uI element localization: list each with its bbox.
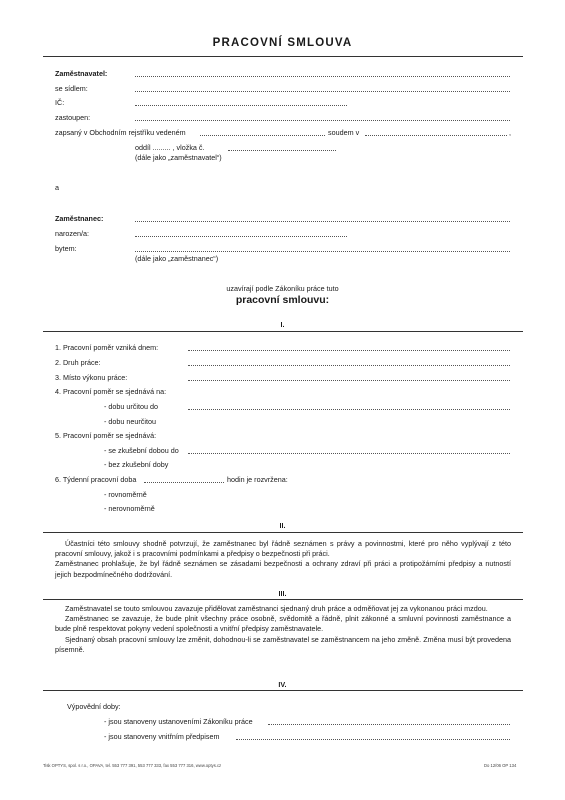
employee-referred-as: (dále jako „zaměstnanec“) — [135, 254, 219, 263]
section-4-numeral: IV. — [278, 680, 287, 689]
section-2-paragraph-2: Zaměstnanec prohlašuje, že byl řádně seznámen se zásadami bezpečnosti a ochrany zdraví při práci a protipožárními předpisy a nutností jejich bezpodmínečného dodržování. — [55, 559, 511, 579]
register-label: zapsaný v Obchodním rejstříku vedeném — [55, 128, 186, 137]
section-4-rule — [43, 690, 523, 691]
indefinite-term-option[interactable]: - dobu neurčitou — [104, 417, 156, 426]
form-code-footer: Do 12/06 OP 134 — [484, 763, 517, 768]
fixed-term-option[interactable]: - dobu určitou do — [104, 402, 158, 411]
section-3-rule — [43, 599, 523, 600]
represented-label: zastoupen: — [55, 113, 91, 122]
and-label: a — [55, 183, 59, 192]
born-field[interactable] — [135, 236, 347, 237]
document-title: PRACOVNÍ SMLOUVA — [212, 37, 353, 49]
printer-footer: Tisk OPTYS, spol. s r.o., OPAVA, tel. 553 777 391, 553 777 333, fax 553 777 316, www.optys.cz — [43, 763, 222, 768]
section-2-numeral: II. — [279, 521, 286, 530]
top-rule — [43, 56, 523, 57]
item-5-label: 5. Pracovní poměr se sjednává: — [55, 431, 157, 440]
employer-label: Zaměstnavatel: — [55, 69, 108, 78]
section-3-numeral: III. — [278, 589, 287, 598]
residence-field[interactable] — [135, 251, 510, 252]
probation-date-field[interactable] — [188, 453, 510, 454]
notice-internal-rule-option[interactable]: - jsou stanoveny vnitřním předpisem — [104, 732, 220, 741]
insert-number-field[interactable] — [228, 150, 336, 151]
section-3-paragraph-3: Sjednaný obsah pracovní smlouvy lze změnit, dohodnou-li se zaměstnavatel se zaměstnancem na jeho změně. Změna musí být provedena písemně. — [55, 634, 511, 654]
item-1-label: 1. Pracovní poměr vzniká dnem: — [55, 343, 159, 352]
item-6-label: 6. Týdenní pracovní doba — [55, 475, 137, 484]
section-1-numeral: I. — [280, 320, 285, 329]
uneven-distribution-option[interactable]: - nerovnoměrně — [104, 504, 155, 513]
start-date-field[interactable] — [188, 350, 510, 351]
born-label: narozen/a: — [55, 229, 89, 238]
section-3-text — [55, 604, 511, 655]
employee-label: Zaměstnanec: — [55, 214, 104, 223]
ic-field[interactable] — [135, 105, 347, 106]
item-3-label: 3. Místo výkonu práce: — [55, 373, 128, 382]
court-label: soudem v — [328, 128, 360, 137]
item-2-label: 2. Druh práce: — [55, 358, 101, 367]
section-2-rule — [43, 532, 523, 533]
court-city-field[interactable] — [365, 135, 507, 136]
fixed-term-date-field[interactable] — [188, 409, 510, 410]
register-court-field[interactable] — [200, 135, 325, 136]
seat-field[interactable] — [135, 91, 510, 92]
section-insert-label: oddíl ......... , vložka č. — [135, 143, 205, 152]
register-comma: , — [509, 128, 511, 137]
ic-label: IČ: — [55, 98, 65, 107]
section-2-paragraph-1: Účastníci této smlouvy shodně potvrzují, že zaměstnanec byl řádně seznámen s právy a povinnostmi, které pro něho vyplývají z této pracovní smlouvy, jakož i s pracovními podmínkami a předpisy o bezpečnosti při práci. — [55, 539, 511, 559]
no-probation-option[interactable]: - bez zkušební doby — [104, 460, 169, 469]
notice-labour-code-option[interactable]: - jsou stanoveny ustanoveními Zákoníku práce — [104, 717, 253, 726]
employer-name-field[interactable] — [135, 76, 510, 77]
section-3-paragraph-1: Zaměstnavatel se touto smlouvou zavazuje přidělovat zaměstnanci sjednaný druh práce a odměňovat jej za vykonanou práci mzdou. — [65, 604, 488, 613]
work-place-field[interactable] — [188, 380, 510, 381]
contract-name: pracovní smlouvu: — [235, 294, 330, 306]
even-distribution-option[interactable]: - rovnoměrně — [104, 490, 147, 499]
work-type-field[interactable] — [188, 365, 510, 366]
residence-label: bytem: — [55, 244, 77, 253]
weekly-hours-field[interactable] — [144, 482, 224, 483]
section-1-rule — [43, 331, 523, 332]
employer-referred-as: (dále jako „zaměstnavatel“) — [135, 153, 222, 162]
notice-labour-code-field[interactable] — [268, 724, 510, 725]
notice-periods-label: Výpovědní doby: — [67, 702, 121, 711]
section-2-text — [55, 539, 511, 580]
section-3-paragraph-2: Zaměstnanec se zavazuje, že bude plnit všechny práce osobně, svědomitě a řádně, plnit zákonné a smluvní povinnosti zaměstnance a bude plně respektovat pokyny vedení společnosti a vnitřní předpisy zaměstnavatele. — [55, 614, 511, 634]
probation-option[interactable]: - se zkušební dobou do — [104, 446, 179, 455]
conclude-text: uzavírají podle Zákoníku práce tuto — [226, 284, 339, 293]
seat-label: se sídlem: — [55, 84, 88, 93]
represented-field[interactable] — [135, 120, 510, 121]
item-4-label: 4. Pracovní poměr se sjednává na: — [55, 387, 167, 396]
notice-internal-rule-field[interactable] — [236, 739, 510, 740]
employee-name-field[interactable] — [135, 221, 510, 222]
item-6-suffix: hodin je rozvržena: — [227, 475, 288, 484]
